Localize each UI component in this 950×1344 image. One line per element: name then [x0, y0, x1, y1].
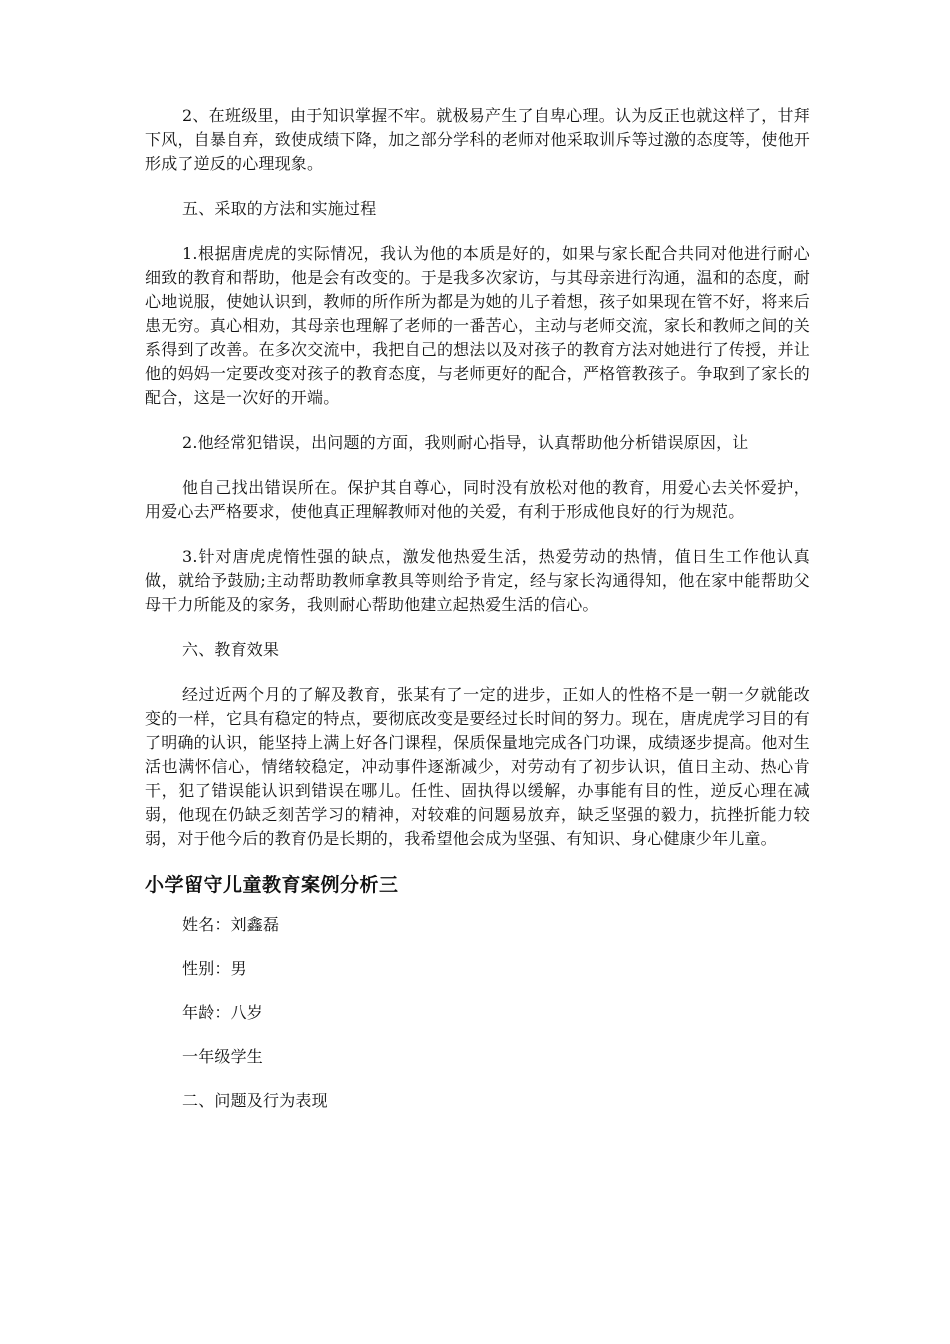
section-heading: 六、教育效果: [182, 640, 280, 659]
info-grade: 一年级学生: [182, 1047, 264, 1066]
document-page: [145, 104, 810, 1133]
info-age: 年龄：八岁: [182, 1003, 264, 1022]
section-heading: 五、采取的方法和实施过程: [182, 199, 377, 218]
info-gender: 性别：男: [182, 959, 247, 978]
case-title: 小学留守儿童教育案例分析三: [145, 874, 399, 896]
paragraph: 2.他经常犯错误，出问题的方面，我则耐心指导，认真帮助他分析错误原因，让: [182, 433, 749, 452]
paragraph: 2、在班级里，由于知识掌握不牢。就极易产生了自卑心理。认为反正也就这样了，甘拜下风，自暴自弃，致使成绩下降，加之部分学科的老师对他采取训斥等过激的态度等，使他开形成了逆反的心理现象。: [145, 106, 810, 173]
paragraph: 经过近两个月的了解及教育，张某有了一定的进步，正如人的性格不是一朝一夕就能改变的一样，它具有稳定的特点，要彻底改变是要经过长时间的努力。现在，唐虎虎学习目的有了明确的认识，能坚持上满上好各门课程，保质保量地完成各门功课，成绩逐步提高。他对生活也满怀信心，情绪较稳定，冲动事件逐渐减少，对劳动有了初步认识，值日主动、热心肯干，犯了错误能认识到错误在哪儿。任性、固执得以缓解，办事能有目的性，逆反心理在减弱，他现在仍缺乏刻苦学习的精神，对较难的问题易放弃，缺乏坚强的毅力，抗挫折能力较弱，对于他今后的教育仍是长期的，我希望他会成为坚强、有知识、身心健康少年儿童。: [145, 685, 810, 848]
section-heading: 二、问题及行为表现: [182, 1091, 328, 1110]
info-name: 姓名：刘鑫磊: [182, 915, 280, 934]
paragraph: 他自己找出错误所在。保护其自尊心，同时没有放松对他的教育，用爱心去关怀爱护，用爱心去严格要求，使他真正理解教师对他的关爱，有利于形成他良好的行为规范。: [145, 478, 810, 521]
paragraph: 3.针对唐虎虎惰性强的缺点，激发他热爱生活，热爱劳动的热情，值日生工作他认真做，就给予鼓励;主动帮助教师拿教具等则给予肯定，经与家长沟通得知，他在家中能帮助父母干力所能及的家务，我则耐心帮助他建立起热爱生活的信心。: [145, 547, 810, 614]
paragraph: 1.根据唐虎虎的实际情况，我认为他的本质是好的，如果与家长配合共同对他进行耐心细致的教育和帮助，他是会有改变的。于是我多次家访，与其母亲进行沟通，温和的态度，耐心地说服，使她认识到，教师的所作所为都是为她的儿子着想，孩子如果现在管不好，将来后患无穷。真心相劝，其母亲也理解了老师的一番苦心，主动与老师交流，家长和教师之间的关系得到了改善。在多次交流中，我把自己的想法以及对孩子的教育方法对她进行了传授，并让他的妈妈一定要改变对孩子的教育态度，与老师更好的配合，严格管教孩子。争取到了家长的配合，这是一次好的开端。: [145, 244, 810, 407]
